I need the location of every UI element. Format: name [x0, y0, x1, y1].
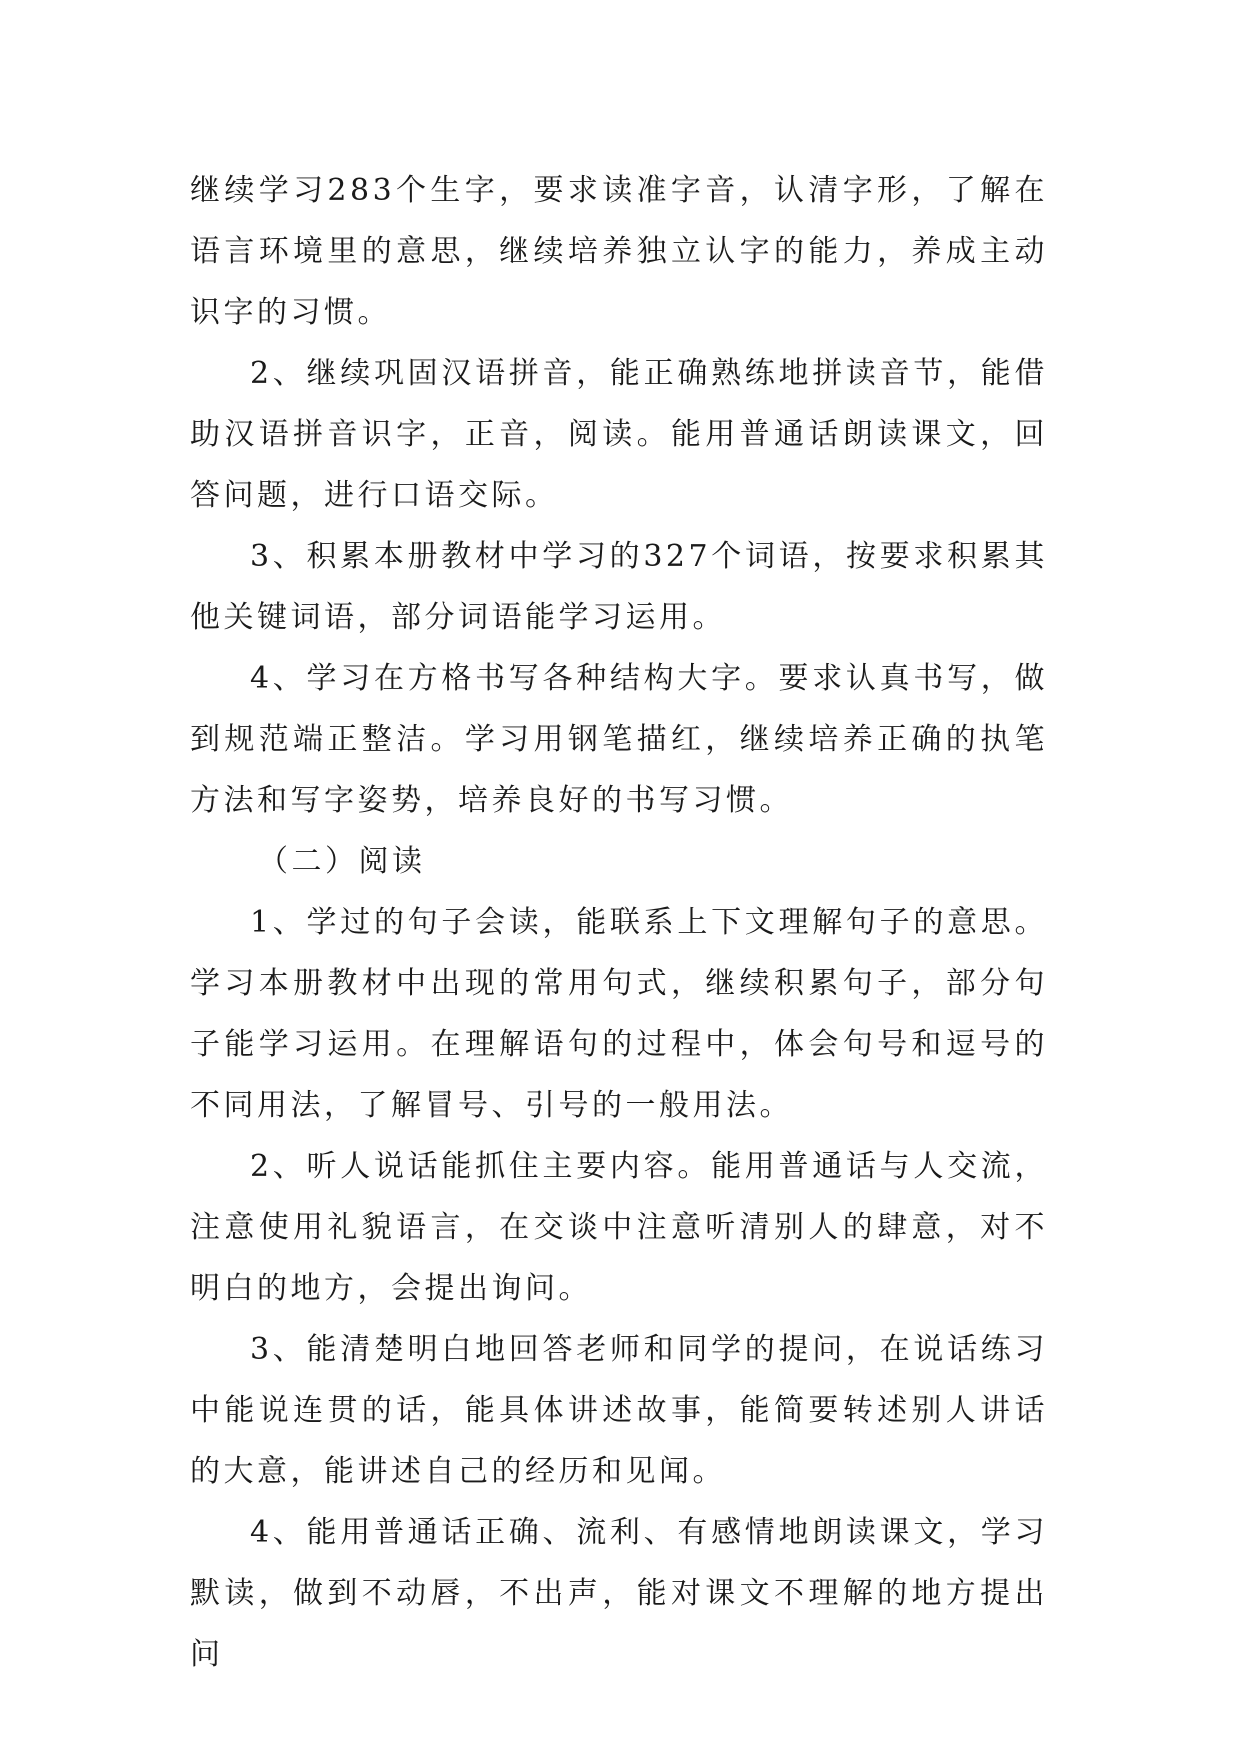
document-body [190, 160, 1048, 1685]
paragraph-reading-aloud: 4、能用普通话正确、流利、有感情地朗读课文，学习默读，做到不动唇，不出声，能对课文不理解的地方提出问 [190, 1515, 1048, 1672]
paragraph-writing: 4、学习在方格书写各种结构大字。要求认真书写，做到规范端正整洁。学习用钢笔描红，继续培养正确的执笔方法和写字姿势，培养良好的书写习惯。 [190, 661, 1048, 818]
paragraph-vocabulary: 3、积累本册教材中学习的327个词语，按要求积累其他关键词语，部分词语能学习运用。 [190, 539, 1048, 635]
paragraph-sentences: 1、学过的句子会读，能联系上下文理解句子的意思。学习本册教材中出现的常用句式，继续积累句子，部分句子能学习运用。在理解语句的过程中，体会句号和逗号的不同用法，了解冒号、引号的一般用法。 [190, 905, 1048, 1123]
paragraph-continued-characters: 继续学习283个生字，要求读准字音，认清字形，了解在语言环境里的意思，继续培养独立认字的能力，养成主动识字的习惯。 [190, 173, 1048, 330]
section-heading-reading: （二）阅读 [258, 844, 426, 879]
paragraph-listening: 2、听人说话能抓住主要内容。能用普通话与人交流，注意使用礼貌语言，在交谈中注意听清别人的肆意，对不明白的地方，会提出询问。 [190, 1149, 1048, 1306]
paragraph-speaking: 3、能清楚明白地回答老师和同学的提问，在说话练习中能说连贯的话，能具体讲述故事，能简要转述别人讲话的大意，能讲述自己的经历和见闻。 [190, 1332, 1048, 1489]
paragraph-pinyin: 2、继续巩固汉语拼音，能正确熟练地拼读音节，能借助汉语拼音识字，正音，阅读。能用普通话朗读课文，回答问题，进行口语交际。 [190, 356, 1048, 513]
